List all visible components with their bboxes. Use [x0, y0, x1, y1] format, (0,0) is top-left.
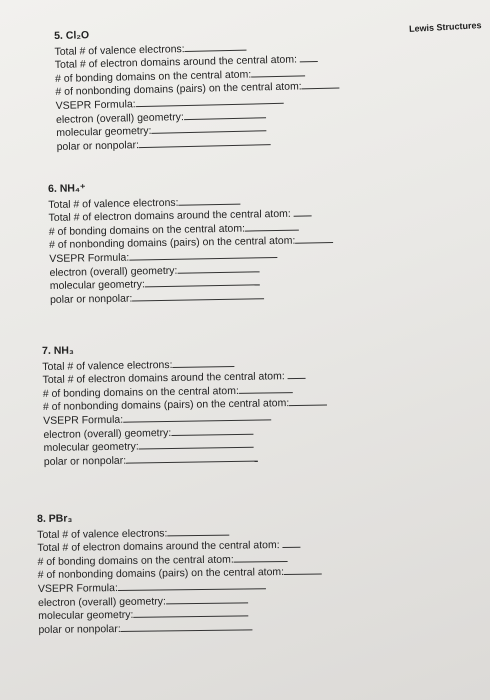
valence-label: Total # of valence electrons:: [48, 196, 179, 211]
domains-label: Total # of electron domains around the central atom:: [54, 53, 298, 72]
answer-blank[interactable]: [239, 383, 293, 394]
electron-geometry-label: electron (overall) geometry:: [38, 594, 166, 609]
nonbonding-label: # of nonbonding domains (pairs) on the central atom:: [48, 235, 296, 252]
nonbonding-label: # of nonbonding domains (pairs) on the central atom:: [37, 566, 285, 582]
answer-blank[interactable]: [151, 121, 266, 134]
problem-title: 8. PBr₃: [37, 512, 73, 525]
answer-blank[interactable]: [135, 94, 283, 107]
answer-blank[interactable]: [289, 396, 327, 407]
bonding-label: # of bonding domains on the central atom:: [42, 384, 239, 400]
answer-blank[interactable]: [302, 79, 340, 90]
answer-blank[interactable]: [145, 275, 260, 287]
vsepr-label: VSEPR Formula:: [55, 98, 136, 112]
answer-blank[interactable]: [177, 262, 259, 273]
page-header: Lewis Structures: [409, 20, 483, 34]
molecular-geometry-label: molecular geometry:: [43, 440, 139, 455]
problem-7: [42, 341, 328, 469]
valence-label: Total # of valence electrons:: [37, 527, 168, 541]
electron-geometry-label: electron (overall) geometry:: [55, 110, 184, 126]
answer-blank[interactable]: [129, 248, 277, 261]
polarity-label: polar or nonpolar:: [56, 138, 140, 153]
answer-blank[interactable]: [132, 289, 264, 301]
valence-label: Total # of valence electrons:: [42, 358, 173, 373]
domains-label: Total # of electron domains around the central atom:: [37, 539, 280, 555]
answer-blank[interactable]: [118, 579, 266, 591]
answer-blank[interactable]: [284, 565, 322, 575]
molecular-geometry-label: molecular geometry:: [49, 278, 146, 293]
answer-blank[interactable]: [300, 52, 318, 62]
domains-label: Total # of electron domains around the central atom:: [42, 370, 285, 387]
answer-blank[interactable]: [133, 607, 248, 618]
answer-blank[interactable]: [184, 40, 246, 51]
vsepr-label: VSEPR Formula:: [49, 251, 130, 265]
answer-blank[interactable]: [294, 207, 312, 217]
molecular-geometry-label: molecular geometry:: [38, 608, 134, 623]
vsepr-label: VSEPR Formula:: [43, 413, 124, 427]
electron-geometry-label: electron (overall) geometry:: [49, 264, 178, 279]
nonbonding-label: # of nonbonding domains (pairs) on the central atom:: [42, 397, 290, 414]
bonding-label: # of bonding domains on the central atom:: [54, 68, 252, 85]
valence-label: Total # of valence electrons:: [54, 42, 185, 58]
problem-6: [48, 178, 334, 306]
answer-blank[interactable]: [167, 525, 229, 536]
answer-blank[interactable]: [166, 593, 248, 604]
answer-blank[interactable]: [295, 233, 333, 244]
problem-title: 5. Cl₂O: [54, 29, 90, 42]
answer-blank[interactable]: [172, 357, 234, 368]
polarity-label: polar or nonpolar:: [43, 454, 127, 468]
answer-blank[interactable]: [178, 194, 240, 205]
polarity-label: polar or nonpolar:: [49, 292, 133, 306]
nonbonding-label: # of nonbonding domains (pairs) on the central atom:: [55, 80, 302, 99]
answer-blank[interactable]: [126, 451, 258, 463]
answer-blank[interactable]: [121, 620, 253, 632]
answer-blank[interactable]: [123, 410, 271, 422]
problem-5: [54, 24, 341, 154]
molecular-geometry-label: molecular geometry:: [56, 124, 152, 140]
polarity-row: [38, 619, 322, 636]
answer-blank[interactable]: [184, 108, 266, 120]
bonding-label: # of bonding domains on the central atom:: [48, 222, 246, 238]
problem-title: 7. NH₃: [42, 344, 74, 357]
vsepr-label: VSEPR Formula:: [37, 581, 118, 595]
answer-blank[interactable]: [139, 135, 271, 148]
answer-blank[interactable]: [251, 66, 305, 77]
polarity-label: polar or nonpolar:: [38, 622, 121, 636]
answer-blank[interactable]: [282, 538, 300, 548]
domains-label: Total # of electron domains around the central atom:: [48, 207, 291, 225]
problem-8: [37, 510, 323, 637]
answer-blank[interactable]: [139, 438, 254, 450]
answer-blank[interactable]: [234, 552, 288, 563]
answer-blank[interactable]: [245, 220, 299, 231]
bonding-label: # of bonding domains on the central atom:: [37, 553, 234, 568]
answer-blank[interactable]: [288, 369, 306, 379]
problem-title: 6. NH₄⁺: [48, 182, 86, 195]
answer-blank[interactable]: [171, 424, 253, 435]
electron-geometry-label: electron (overall) geometry:: [43, 426, 172, 441]
